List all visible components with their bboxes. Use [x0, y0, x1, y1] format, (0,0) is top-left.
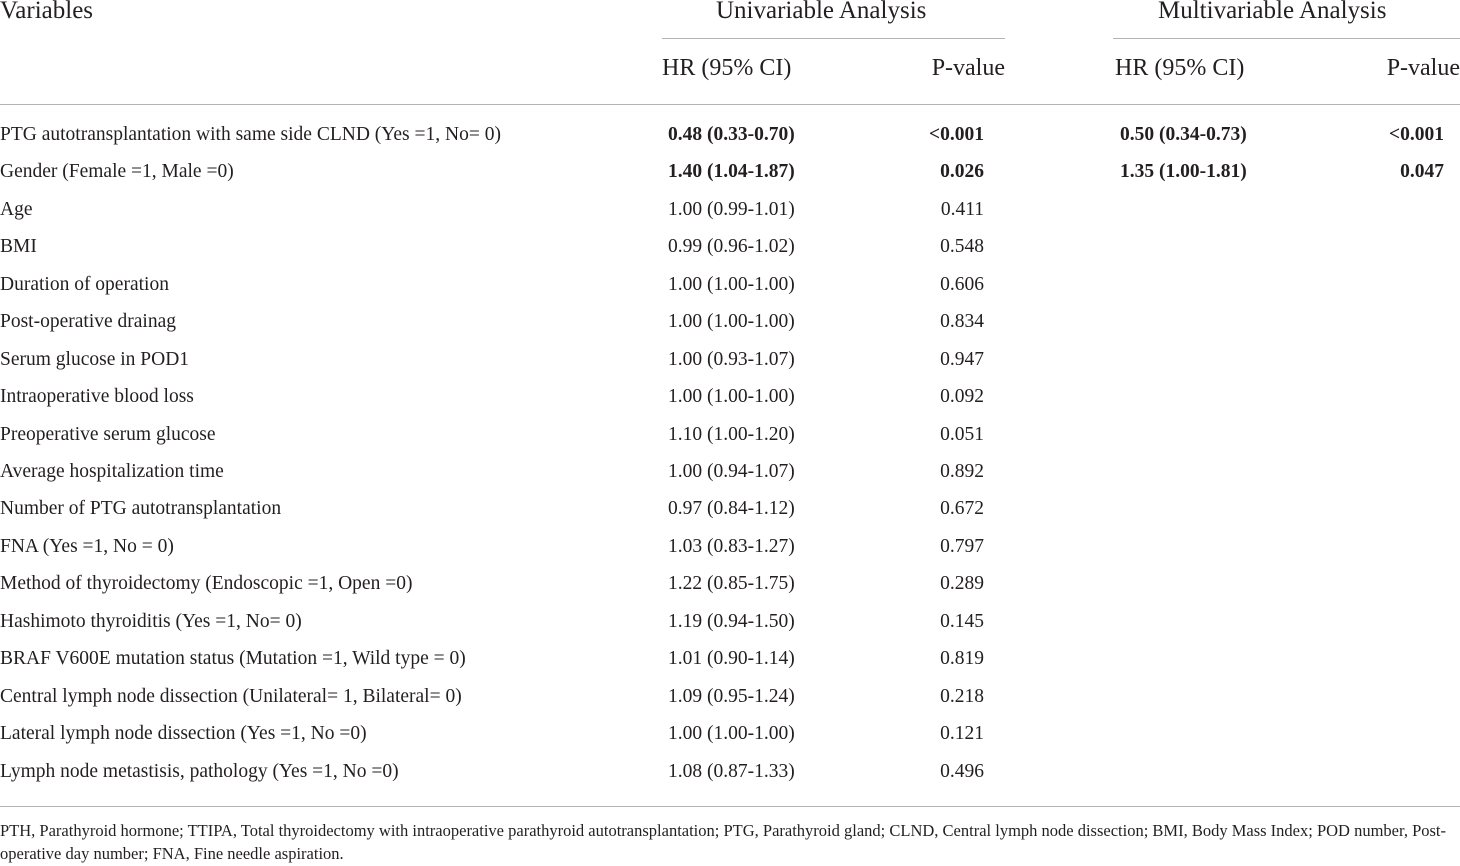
variable-cell: Central lymph node dissection (Unilateral= 1, Bilateral= 0) [0, 686, 462, 707]
multi-hr-cell: 1.35 (1.00-1.81) [1120, 161, 1247, 182]
table-row [0, 723, 1460, 760]
uni-p-cell: 0.834 [940, 311, 984, 332]
uni-p-cell: <0.001 [929, 124, 984, 145]
table-row [0, 161, 1460, 198]
uni-hr-cell: 1.22 (0.85-1.75) [668, 573, 795, 594]
variable-cell: Hashimoto thyroiditis (Yes =1, No= 0) [0, 611, 302, 632]
col-header-multi-hr: HR (95% CI) [1115, 55, 1245, 81]
uni-p-cell: 0.606 [940, 274, 984, 295]
variable-cell: PTG autotransplantation with same side CLND (Yes =1, No= 0) [0, 124, 501, 145]
variable-cell: Average hospitalization time [0, 461, 224, 482]
uni-p-cell: 0.672 [940, 498, 984, 519]
univariable-group-rule [662, 38, 1005, 39]
uni-p-cell: 0.289 [940, 573, 984, 594]
table-row [0, 573, 1460, 610]
multi-p-cell: <0.001 [1389, 124, 1444, 145]
variable-cell: BRAF V600E mutation status (Mutation =1, Wild type = 0) [0, 648, 466, 669]
table-row [0, 686, 1460, 723]
variable-cell: FNA (Yes =1, No = 0) [0, 536, 174, 557]
uni-p-cell: 0.892 [940, 461, 984, 482]
uni-hr-cell: 0.97 (0.84-1.12) [668, 498, 795, 519]
multivariable-group-rule [1113, 38, 1460, 39]
variable-cell: Gender (Female =1, Male =0) [0, 161, 234, 182]
uni-hr-cell: 1.00 (0.99-1.01) [668, 199, 795, 220]
variable-cell: Serum glucose in POD1 [0, 349, 190, 370]
multi-p-cell: 0.047 [1400, 161, 1444, 182]
uni-p-cell: 0.496 [940, 761, 984, 782]
col-group-univariable: Univariable Analysis [716, 0, 927, 24]
variable-cell: Duration of operation [0, 274, 169, 295]
uni-hr-cell: 1.01 (0.90-1.14) [668, 648, 795, 669]
table-row [0, 424, 1460, 461]
variable-cell: Number of PTG autotransplantation [0, 498, 282, 519]
uni-hr-cell: 0.99 (0.96-1.02) [668, 236, 795, 257]
uni-hr-cell: 1.09 (0.95-1.24) [668, 686, 795, 707]
variable-cell: Lateral lymph node dissection (Yes =1, No =0) [0, 723, 367, 744]
uni-p-cell: 0.092 [940, 386, 984, 407]
uni-p-cell: 0.797 [940, 536, 984, 557]
col-header-uni-p: P-value [931, 55, 1005, 81]
table-row [0, 761, 1460, 798]
uni-hr-cell: 1.00 (1.00-1.00) [668, 723, 795, 744]
table-row [0, 461, 1460, 498]
uni-hr-cell: 1.00 (0.93-1.07) [668, 349, 795, 370]
table-row [0, 611, 1460, 648]
col-header-multi-p: P-value [1386, 55, 1460, 81]
uni-hr-cell: 1.10 (1.00-1.20) [668, 424, 795, 445]
variable-cell: BMI [0, 236, 37, 257]
table-row [0, 498, 1460, 535]
uni-p-cell: 0.218 [940, 686, 984, 707]
uni-p-cell: 0.548 [940, 236, 984, 257]
uni-p-cell: 0.121 [940, 723, 984, 744]
uni-hr-cell: 1.40 (1.04-1.87) [668, 161, 795, 182]
uni-hr-cell: 1.00 (0.94-1.07) [668, 461, 795, 482]
variable-cell: Age [0, 199, 33, 220]
uni-p-cell: 0.051 [940, 424, 984, 445]
table-row [0, 386, 1460, 423]
variable-cell: Post-operative drainag [0, 311, 176, 332]
variable-cell: Lymph node metastisis, pathology (Yes =1, No =0) [0, 761, 399, 782]
table-row [0, 311, 1460, 348]
bottom-rule [0, 806, 1460, 807]
table-row [0, 349, 1460, 386]
variable-cell: Preoperative serum glucose [0, 424, 216, 445]
variable-cell: Intraoperative blood loss [0, 386, 194, 407]
variable-cell: Method of thyroidectomy (Endoscopic =1, Open =0) [0, 573, 413, 594]
multi-hr-cell: 0.50 (0.34-0.73) [1120, 124, 1247, 145]
table-row [0, 124, 1460, 161]
uni-hr-cell: 1.08 (0.87-1.33) [668, 761, 795, 782]
uni-p-cell: 0.026 [940, 161, 984, 182]
table-row [0, 274, 1460, 311]
col-group-multivariable: Multivariable Analysis [1158, 0, 1387, 24]
uni-p-cell: 0.145 [940, 611, 984, 632]
table-row [0, 199, 1460, 236]
table-row [0, 648, 1460, 685]
uni-hr-cell: 1.00 (1.00-1.00) [668, 311, 795, 332]
uni-hr-cell: 1.00 (1.00-1.00) [668, 274, 795, 295]
uni-hr-cell: 1.00 (1.00-1.00) [668, 386, 795, 407]
col-header-variables: Variables [0, 0, 94, 24]
uni-hr-cell: 1.19 (0.94-1.50) [668, 611, 795, 632]
uni-hr-cell: 1.03 (0.83-1.27) [668, 536, 795, 557]
uni-p-cell: 0.411 [940, 199, 984, 220]
uni-p-cell: 0.947 [940, 349, 984, 370]
table-row [0, 536, 1460, 573]
col-header-uni-hr: HR (95% CI) [662, 55, 792, 81]
uni-p-cell: 0.819 [940, 648, 984, 669]
table-footnote: PTH, Parathyroid hormone; TTIPA, Total thyroidectomy with intraoperative parathyroid autotransplantation; PTG, Parathyroid gland; CLND, Central lymph node dissection; BMI, Body Mass Index; POD number, Post-operative day number; FNA, Fine needle aspiration. [0, 821, 1447, 863]
uni-hr-cell: 0.48 (0.33-0.70) [668, 124, 795, 145]
header-rule [0, 104, 1460, 105]
table-row [0, 236, 1460, 273]
